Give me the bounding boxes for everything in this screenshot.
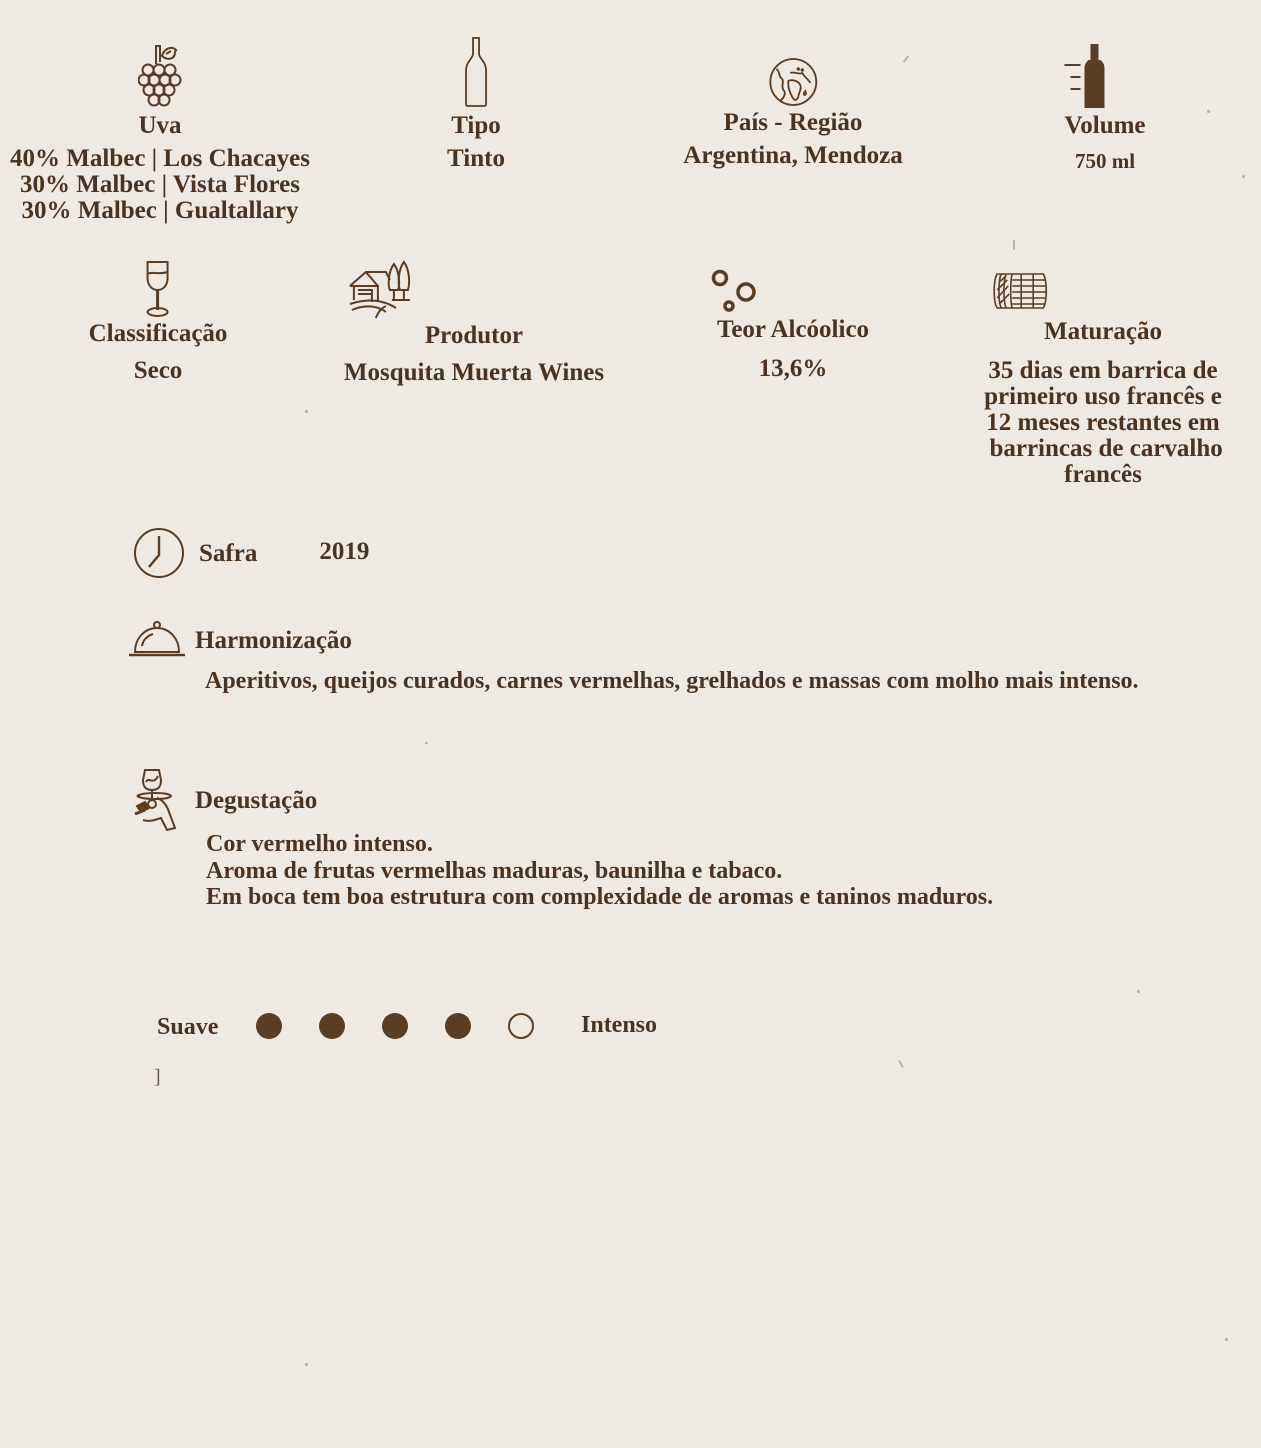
paper-speck (1137, 990, 1140, 993)
barrel-icon (991, 270, 1049, 312)
wine-bottle-icon (464, 36, 488, 108)
spec-value: 750 ml (1074, 149, 1136, 173)
spec-label: Teor Alcóolico (716, 316, 870, 343)
spec-value: 30% Malbec | Gualtallary (21, 197, 299, 224)
spec-value: Tinto (447, 145, 505, 172)
spec-volume (1064, 42, 1145, 174)
wine-glass-icon (145, 260, 171, 318)
paper-speck (1207, 110, 1210, 113)
paper-speck (903, 55, 910, 62)
spec-value: francês (1064, 461, 1142, 488)
spec-label: Uva (138, 112, 182, 139)
degustacao-line: Aroma de frutas vermelhas maduras, baunilha e tabaco. (206, 858, 783, 884)
cloche-icon (127, 620, 187, 658)
intensity-dot-filled (382, 1013, 408, 1039)
paper-speck (1225, 1338, 1228, 1341)
degustacao-line: Em boca tem boa estrutura com complexidade de aromas e taninos maduros. (206, 884, 994, 910)
bubbles-icon (709, 268, 759, 314)
degustacao-line: Cor vermelho intenso. (206, 831, 433, 857)
intensity-dot-empty (508, 1013, 534, 1039)
spec-value: 40% Malbec | Los Chacayes (10, 145, 310, 172)
spec-label: País - Região (723, 109, 863, 136)
spec-label: Classificação (88, 320, 228, 347)
spec-value: Argentina, Mendoza (683, 142, 903, 169)
spec-teor-alcoolico (717, 268, 869, 382)
spec-value: 13,6% (758, 355, 828, 382)
intensity-dot-filled (319, 1013, 345, 1039)
paper-speck (425, 742, 428, 744)
spec-uva (10, 42, 310, 224)
safra-value: 2019 (319, 538, 370, 565)
paper-speck (1242, 175, 1245, 178)
intensity-min-label: Suave (157, 1014, 219, 1040)
harmonizacao-text: Aperitivos, queijos curados, carnes vermelhas, grelhados e massas com molho mais intenso. (205, 668, 1139, 694)
harmonizacao-title: Harmonização (195, 627, 352, 654)
spec-classificacao (89, 260, 228, 384)
safra-label: Safra (199, 540, 258, 567)
globe-icon (768, 57, 818, 107)
safra-row (133, 527, 369, 579)
intensity-dot-filled (445, 1013, 471, 1039)
spec-label: Maturação (1043, 318, 1163, 345)
spec-value: 35 dias em barrica de (988, 357, 1218, 384)
spec-label: Volume (1064, 112, 1146, 139)
spec-value: 12 meses restantes em (986, 409, 1220, 436)
paper-speck (1013, 240, 1015, 250)
tasting-hand-icon (133, 768, 183, 836)
spec-value: Seco (133, 357, 183, 384)
degustacao-title: Degustação (195, 787, 318, 814)
grape-icon (138, 42, 182, 108)
paper-speck (305, 410, 308, 413)
stray-mark: ] (154, 1066, 161, 1088)
degustacao-header (133, 768, 317, 836)
intensity-dot-filled (256, 1013, 282, 1039)
spec-value: barrincas de carvalho (983, 435, 1223, 462)
harmonizacao-header (127, 620, 352, 658)
spec-label: Tipo (451, 112, 501, 139)
spec-maturacao (983, 270, 1223, 488)
paper-speck (898, 1060, 904, 1068)
intensity-max-label: Intenso (581, 1012, 658, 1038)
spec-produtor (344, 260, 604, 386)
spec-value: Mosquita Muerta Wines (343, 359, 605, 386)
spec-value: primeiro uso francês e (984, 383, 1222, 410)
spec-value: 30% Malbec | Vista Flores (19, 171, 300, 198)
bottle-volume-icon (1062, 42, 1106, 108)
clock-icon (133, 527, 185, 579)
spec-label: Produtor (424, 322, 524, 349)
winery-icon (348, 260, 414, 320)
spec-tipo (447, 36, 505, 172)
paper-speck (305, 1363, 308, 1366)
spec-pais-regiao (683, 57, 902, 169)
